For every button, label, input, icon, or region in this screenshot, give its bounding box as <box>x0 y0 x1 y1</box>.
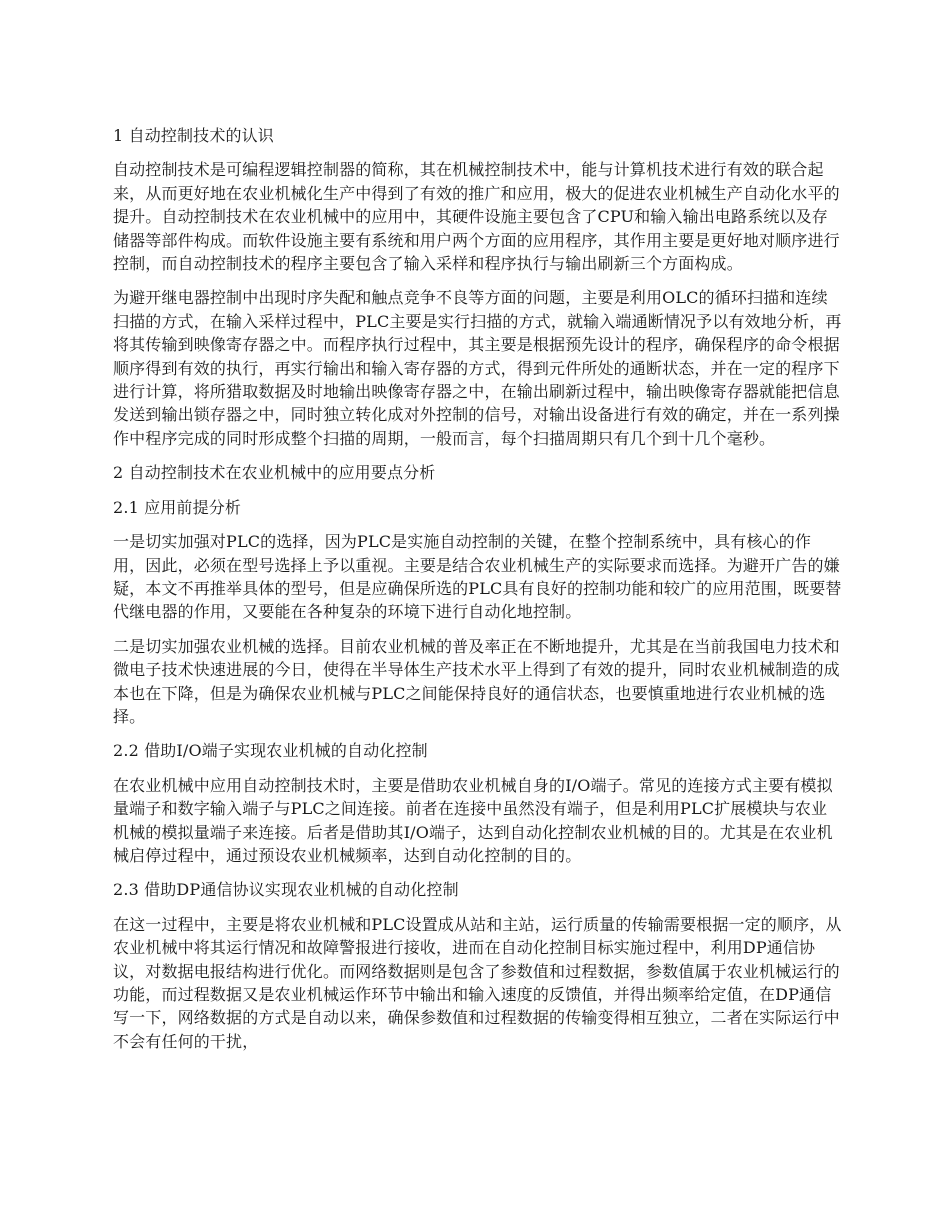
section-2-heading: 2 自动控制技术在农业机械中的应用要点分析 <box>113 463 436 483</box>
article-body <box>113 124 843 1064</box>
section-2-1-paragraph-1: 一是切实加强对PLC的选择，因为PLC是实施自动控制的关键，在整个控制系统中，具有核心的作用，因此，必须在型号选择上予以重视。主要是结合农业机械生产的实际要求而选择。为避开广告的嫌疑，本文不再推举具体的型号，但是应确保所选的PLC具有良好的控制功能和较广的应用范围，既要替代继电器的作用，又要能在各种复杂的环境下进行自动化地控制。 <box>113 532 842 622</box>
section-2-1-heading: 2.1 应用前提分析 <box>113 497 242 517</box>
section-2-2-paragraph-1: 在农业机械中应用自动控制技术时，主要是借助农业机械自身的I/O端子。常见的连接方式主要有模拟量端子和数字输入端子与PLC之间连接。前者在连接中虽然没有端子，但是利用PLC扩展模块与农业机械的模拟量端子来连接。后者是借助其I/O端子，达到自动化控制农业机械的目的。尤其是在农业机械启停过程中，通过预设农业机械频率，达到自动化控制的目的。 <box>113 775 833 865</box>
section-1-heading: 1 自动控制技术的认识 <box>113 126 274 145</box>
section-2-2-heading: 2.2 借助I/O端子实现农业机械的自动化控制 <box>113 741 428 761</box>
section-2-1-paragraph-2: 二是切实加强农业机械的选择。目前农业机械的普及率正在不断地提升，尤其是在当前我国电力技术和微电子技术快速进展的今日，使得在半导体生产技术水平上得到了有效的提升，同时农业机械制造的成本也在下降，但是为确保农业机械与PLC之间能保持良好的通信状态，也要慎重地进行农业机械的选择。 <box>113 636 840 726</box>
section-2-3-heading: 2.3 借助DP通信协议实现农业机械的自动化控制 <box>113 880 459 900</box>
section-2-3-paragraph-1: 在这一过程中，主要是将农业机械和PLC设置成从站和主站，运行质量的传输需要根据一定的顺序，从农业机械中将其运行情况和故障警报进行接收，进而在自动化控制目标实施过程中，利用DP通信协议，对数据电报结构进行优化。而网络数据则是包含了参数值和过程数据，参数值属于农业机械运行的功能，而过程数据又是农业机械运作环节中输出和输入速度的反馈值，并得出频率给定值，在DP通信写一下，网络数据的方式是自动以来，确保参数值和过程数据的传输变得相互独立，二者在实际运行中不会有任何的干扰， <box>113 914 842 1051</box>
section-1-paragraph-2: 为避开继电器控制中出现时序失配和触点竞争不良等方面的问题，主要是利用OLC的循环扫描和连续扫描的方式，在输入采样过程中，PLC主要是实行扫描的方式，就输入端通断情况予以有效地分析，再将其传输到映像寄存器之中。而程序执行过程中，其主要是根据预先设计的程序，确保程序的命令根据顺序得到有效的执行，再实行输出和输入寄存器的方式，得到元件所处的通断状态，并在一定的程序下进行计算，将所猎取数据及时地输出映像寄存器之中，在输出刷新过程中，输出映像寄存器就能把信息发送到输出锁存器之中，同时独立转化成对外控制的信号，对输出设备进行有效的确定，并在一系列操作中程序完成的同时形成整个扫描的周期，一般而言，每个扫描周期只有几个到十几个毫秒。 <box>113 288 842 448</box>
section-1-paragraph-1: 自动控制技术是可编程逻辑控制器的简称，其在机械控制技术中，能与计算机技术进行有效的联合起来，从而更好地在农业机械化生产中得到了有效的推广和应用，极大的促进农业机械生产自动化水平的提升。自动控制技术在农业机械中的应用中，其硬件设施主要包含了CPU和输入输出电路系统以及存储器等部件构成。而软件设施主要有系统和用户两个方面的应用程序，其作用主要是更好地对顺序进行控制，而自动控制技术的程序主要包含了输入采样和程序执行与输出刷新三个方面构成。 <box>113 160 840 274</box>
